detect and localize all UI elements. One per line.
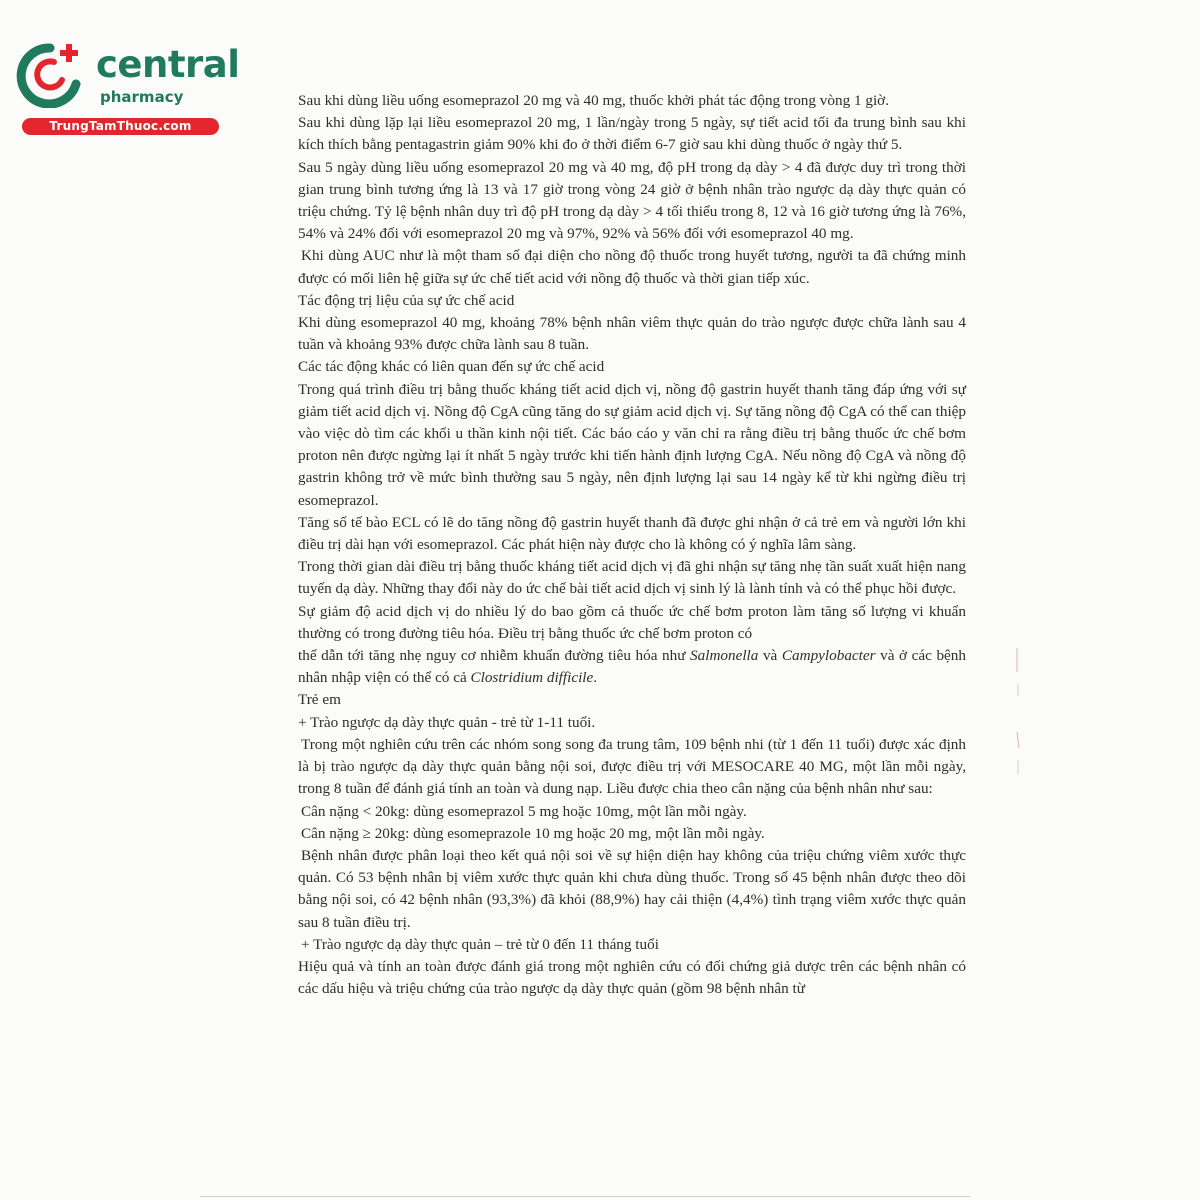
central-pharmacy-logo [10, 36, 240, 136]
paragraph-gland-cysts: Trong thời gian dài điều trị bằng thuốc kháng tiết acid dịch vị đã ghi nhận sự tăng nhẹ tần suất xuất hiện nang tuyến dạ dày. Những thay đổi này do ức chế bài tiết acid dịch vị sinh lý là lành tính và có thể phục hồi được. [298, 558, 966, 598]
logo-website: TrungTamThuoc.com [22, 118, 219, 135]
paragraph-infant-study: Hiệu quả và tính an toàn được đánh giá trong một nghiên cứu có đối chứng giả dược trên các bệnh nhân có các dấu hiệu và triệu chứng của trào ngược dạ dày thực quản (gồm 98 bệnh nhân từ [298, 957, 966, 998]
heading-therapeutic-effect: Tác động trị liệu của sự ức chế acid [298, 291, 515, 309]
paragraph-pediatric-study: Trong một nghiên cứu trên các nhóm song song đa trung tâm, 109 bệnh nhi (từ 1 đến 11 tuổi) được xác định là bị trào ngược dạ dày thực quản bằng nội soi, được điều trị với MESOCARE 40 MG, một lần mỗi ngày, trong 8 tuần để đánh giá tính an toàn và dung nạp. Liều được chia theo cân nặng của bệnh nhân như sau: [298, 735, 966, 798]
italic-clostridium: Clostridium difficile [470, 669, 594, 687]
dose-under-20kg: Cân nặng < 20kg: dùng esomeprazol 5 mg hoặc 10mg, một lần mỗi ngày. [301, 802, 747, 820]
paragraph-endoscopy-results: Bệnh nhân được phân loại theo kết quả nội soi về sự hiện diện hay không của triệu chứng viêm xước thực quản. Có 53 bệnh nhân bị viêm xước thực quản khi chưa dùng thuốc. Trong số 45 bệnh nhân được theo dõi bằng nội soi, có 42 bệnh nhân (93,3%) đã khỏi (88,9%) hay cải thiện (4,4%) tình trạng viêm xước thực quản sau 8 tuần điều trị. [298, 846, 966, 931]
paragraph-ecl-cells: Tăng số tế bào ECL có lẽ do tăng nồng độ gastrin huyết thanh đã được ghi nhận ở cả trẻ em và người lớn khi điều trị dài hạn với esomeprazol. Các phát hiện này được cho là không có ý nghĩa lâm sàng. [298, 513, 966, 554]
heading-children: Trẻ em [298, 691, 341, 709]
subheading-reflux-1-11-years: + Trào ngược dạ dày thực quản - trẻ từ 1-11 tuổi. [298, 713, 596, 731]
logo-brand-subtitle: pharmacy [100, 88, 184, 106]
bottom-divider [200, 1196, 970, 1197]
italic-salmonella: Salmonella [690, 647, 759, 665]
text-segment: và [758, 647, 782, 665]
text-segment: và ở các bệnh nhân nhập viện có thể có cả [298, 647, 966, 687]
subheading-reflux-0-11-months: + Trào ngược dạ dày thực quản – trẻ từ 0 đến 11 tháng tuổi [301, 935, 659, 953]
document-body [298, 90, 966, 1000]
dose-over-20kg: Cân nặng ≥ 20kg: dùng esomeprazole 10 mg hoặc 20 mg, một lần mỗi ngày. [301, 824, 765, 842]
logo-brand-name: central [96, 43, 240, 86]
heading-other-effects: Các tác động khác có liên quan đến sự ức chế acid [298, 358, 605, 376]
italic-campylobacter: Campylobacter [781, 647, 876, 665]
text-segment: thể dẫn tới tăng nhẹ nguy cơ nhiễm khuẩn đường tiêu hóa như [298, 647, 691, 665]
pharmacy-cross-logo-icon [10, 38, 90, 108]
paragraph-ph-duration: Sau 5 ngày dùng liều uống esomeprazol 20 mg và 40 mg, độ pH trong dạ dày > 4 đã được duy trì trong thời gian trung bình tương ứng là 13 và 17 giờ trong vòng 24 giờ ở bệnh nhân trào ngược dạ dày thực quản có triệu chứng. Tỷ lệ bệnh nhân duy trì độ pH trong dạ dày > 4 tối thiểu trong 8, 12 và 16 giờ tương ứng là 76%, 54% và 24% đối với esomeprazol 20 mg và 97%, 92% và 56% đối với esomeprazol 40 mg. [298, 158, 966, 243]
paragraph-infection-risk [298, 645, 966, 689]
paragraph-healing: Khi dùng esomeprazol 40 mg, khoảng 78% bệnh nhân viêm thực quản do trào ngược được chữa lành sau 4 tuần và khoảng 93% được chữa lành sau 8 tuần. [298, 314, 966, 354]
paragraph-repeated-dose: Sau khi dùng lặp lại liều esomeprazol 20 mg, 1 lần/ngày trong 5 ngày, sự tiết acid tối đa trung bình sau khi kích thích bằng pentagastrin giảm 90% khi đo ở thời điểm 6-7 giờ sau khi dùng thuốc ở ngày thứ 5. [298, 114, 966, 154]
paragraph-gastrin-cga: Trong quá trình điều trị bằng thuốc kháng tiết acid dịch vị, nồng độ gastrin huyết thanh tăng đáp ứng với sự giảm tiết acid dịch vị. Nồng độ CgA cũng tăng do sự giảm acid dịch vị. Sự tăng nồng độ CgA có thể can thiệp vào việc dò tìm các khối u thần kinh nội tiết. Các báo cáo y văn chỉ ra rằng điều trị bằng thuốc ức chế bơm proton nên được ngừng lại ít nhất 5 ngày trước khi tiến hành định lượng CgA. Nếu nồng độ CgA và nồng độ gastrin không trở về mức bình thường sau 5 ngày, nên định lượng lại sau 14 ngày kể từ khi ngừng điều trị esomeprazol. [298, 380, 966, 509]
scan-edge-mark [1014, 648, 1022, 778]
paragraph-auc: Khi dùng AUC như là một tham số đại diện cho nồng độ thuốc trong huyết tương, người ta đã chứng minh được có mối liên hệ giữa sự ức chế tiết acid với nồng độ thuốc và thời gian tiếp xúc. [298, 247, 966, 287]
paragraph-onset: Sau khi dùng liều uống esomeprazol 20 mg và 40 mg, thuốc khởi phát tác động trong vòng 1 giờ. [298, 92, 889, 109]
paragraph-bacteria: Sự giảm độ acid dịch vị do nhiều lý do bao gồm cả thuốc ức chế bơm proton làm tăng số lượng vi khuẩn thường có trong đường tiêu hóa. Điều trị bằng thuốc ức chế bơm proton có [298, 602, 966, 642]
text-segment: . [593, 669, 598, 687]
